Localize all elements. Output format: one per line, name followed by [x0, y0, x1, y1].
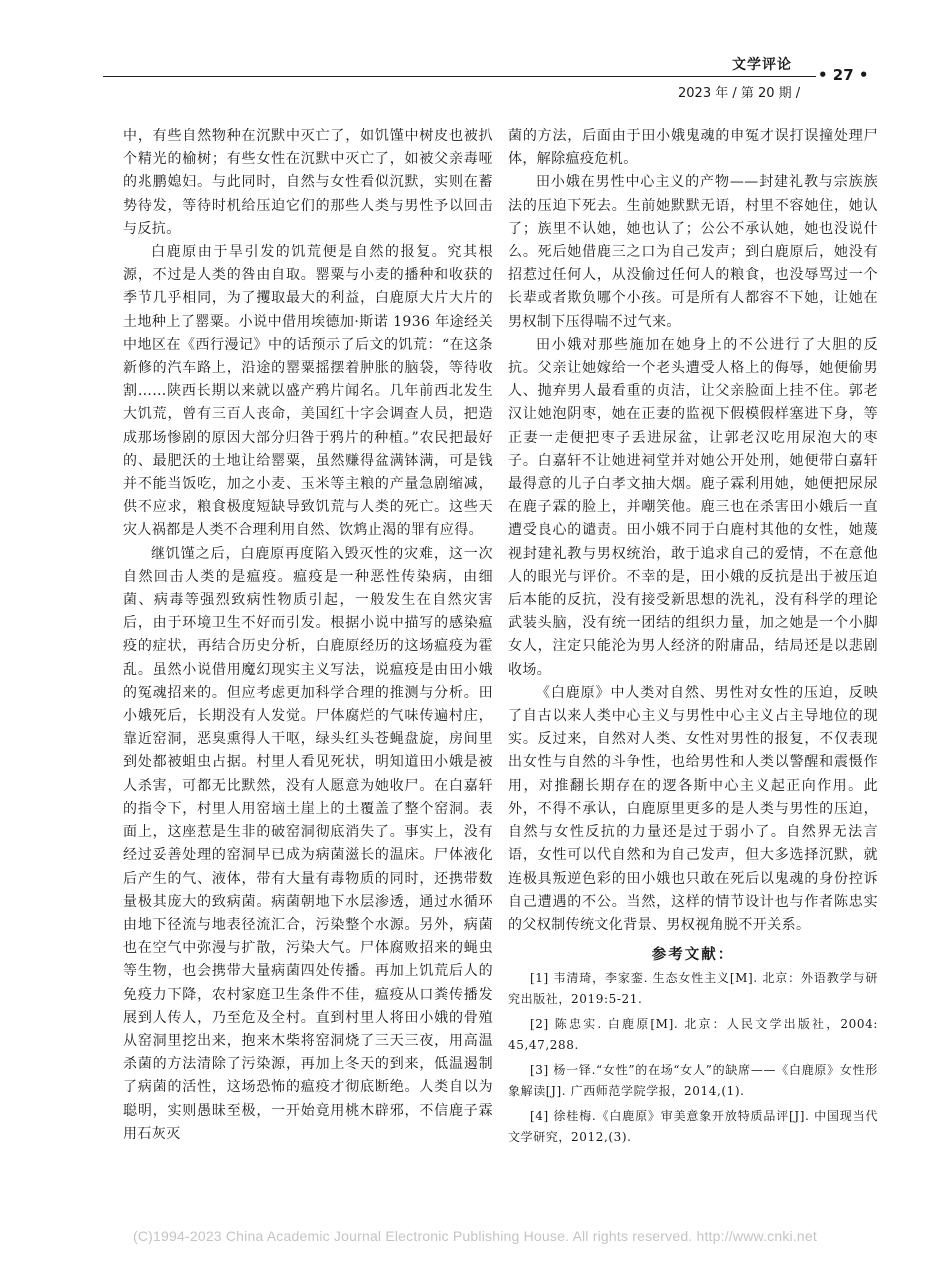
- reference-item: [3] 杨一铎.“女性”的在场“女人”的缺席——《白鹿原》女性形象解读[J]. 广西师范学院学报，2014,(1).: [508, 1063, 878, 1099]
- body-paragraph: 田小娥对那些施加在她身上的不公进行了大胆的反抗。父亲让她嫁给一个老头遭受人格上的侮辱，她便偷男人、抛弃男人最看重的贞洁，让父亲脸面上挂不住。郭老汉让她泡阴枣，她在正妻的监视下假模假样塞进下身，等正妻一走便把枣子丢进尿盆，让郭老汉吃用尿泡大的枣子。白嘉轩不让她进祠堂并对她公开处刑，她便带白嘉轩最得意的儿子白孝文抽大烟。鹿子霖利用她，她便把尿尿在鹿子霖的脸上，并嘲笑他。鹿三也在杀害田小娥后一直遭受良心的谴责。田小娥不同于白鹿村其他的女性，她蔑视封建礼教与男权统治，敢于追求自己的爱情，不在意他人的眼光与评价。不幸的是，田小娥的反抗是出于被压迫后本能的反抗，没有接受新思想的洗礼，没有科学的理论武装头脑，没有统一团结的组织力量，加之她是一个小脚女人，注定只能沦为男人经济的附庸品，结局还是以悲剧收场。: [508, 336, 878, 678]
- issue-info: 2023 年 / 第 20 期 /: [678, 86, 801, 101]
- left-column: [123, 125, 493, 1146]
- references-list: [508, 968, 878, 1148]
- body-paragraph: 中，有些自然物种在沉默中灭亡了，如饥馑中树皮也被扒个精光的榆树；有些女性在沉默中灭亡了，如被父亲毒哑的兆鹏媳妇。与此同时，自然与女性看似沉默，实则在蓄势待发，等待时机给压迫它们的那些人类与男性予以回击与反抗。: [123, 128, 493, 237]
- body-paragraph: 继饥馑之后，白鹿原再度陷入毁灭性的灾难，这一次自然回击人类的是瘟疫。瘟疫是一种恶性传染病，由细菌、病毒等强烈致病性物质引起，一般发生在自然灾害后，由于环境卫生不好而引发。根据小说中描写的感染瘟疫的症状，再结合历史分析，白鹿原经历的这场瘟疫为霍乱。虽然小说借用魔幻现实主义写法，说瘟疫是由田小娥的冤魂招来的。但应考虑更加科学合理的推测与分析。田小娥死后，长期没有人发觉。尸体腐烂的气味传遍村庄，靠近窑洞，恶臭熏得人干呕，绿头红头苍蝇盘旋，房间里到处都被蛆虫占据。村里人看见死状，明知道田小娥是被人杀害，可都无比默然，没有人愿意为她收尸。在白嘉轩的指令下，村里人用窑垴土崖上的土覆盖了整个窑洞。表面上，这座惹是生非的破窑洞彻底消失了。事实上，没有经过妥善处理的窑洞早已成为病菌滋长的温床。尸体液化后产生的气、液体，带有大量有毒物质的同时，还携带数量极其庞大的致病菌。病菌朝地下水层渗透，通过水循环由地下径流与地表径流汇合，污染整个水源。另外，病菌也在空气中弥漫与扩散，污染大气。尸体腐败招来的蝇虫等生物，也会携带大量病菌四处传播。再加上饥荒后人的免疫力下降，农村家庭卫生条件不佳，瘟疫从口粪传播发展到人传人，乃至危及全村。直到村里人将田小娥的骨殖从窑洞里挖出来，抱来木柴将窑洞烧了三天三夜，用高温杀菌的方法清除了污染源，再加上冬天的到来，低温遏制了病菌的活性，这场恐怖的瘟疫才彻底断绝。人类自以为聪明，实则愚昧至极，一开始竟用桃木辟邪，不信鹿子霖用石灰灭: [123, 545, 493, 1142]
- body-paragraph: 菌的方法，后面由于田小娥鬼魂的申冤才误打误撞处理尸体，解除瘟疫危机。: [508, 128, 878, 168]
- page-number: • 27 •: [818, 66, 869, 84]
- references-title: 参考文献：: [651, 947, 735, 964]
- reference-item: [4] 徐桂梅.《白鹿原》审美意象开放特质品评[J]. 中国现当代文学研究，2012,(3).: [508, 1109, 878, 1145]
- header-rule: [103, 76, 816, 77]
- body-paragraph: 《白鹿原》中人类对自然、男性对女性的压迫，反映了自古以来人类中心主义与男性中心主义占主导地位的现实。反过来，自然对人类、女性对男性的报复，不仅表现出女性与自然的斗争性，也给男性和人类以警醒和震慑作用，对推翻长期存在的逻各斯中心主义起正向作用。此外，不得不承认，白鹿原里更多的是人类与男性的压迫，自然与女性反抗的力量还是过于弱小了。自然界无法言语，女性可以代自然和为自己发声，但大多选择沉默，就连极具叛逆色彩的田小娥也只敢在死后以鬼魂的身份控诉自己遭遇的不公。当然，这样的情节设计也与作者陈忠实的父权制传统文化背景、男权视角脱不开关系。: [508, 684, 878, 933]
- body-paragraph: 田小娥在男性中心主义的产物——封建礼教与宗族族法的压迫下死去。生前她默默无语，村里不容她住，她认了；族里不认她，她也认了；公公不承认她，她也没说什么。死后她借鹿三之口为自己发声；到白鹿原后，她没有招惹过任何人，从没偷过任何人的粮食，也没辱骂过一个长辈或者欺负哪个小孩。可是所有人都容不下她，让她在男权制下压得喘不过气来。: [508, 174, 878, 330]
- copyright-watermark: (C)1994-2023 China Academic Journal Electronic Publishing House. All rights reserved. http://www.cnki.net: [133, 1228, 817, 1244]
- journal-name: 文学评论: [732, 57, 792, 73]
- right-column: [508, 125, 878, 1152]
- body-paragraph: 白鹿原由于旱引发的饥荒便是自然的报复。究其根源，不过是人类的咎由自取。罂粟与小麦的播种和收获的季节几乎相同，为了攫取最大的利益，白鹿原大片大片的土地种上了罂粟。小说中借用埃德加·斯诺 1936 年途经关中地区在《西行漫记》中的话预示了后文的饥荒：“在这条新修的汽车路上，沿途的罂粟摇摆着肿胀的脑袋，等待收割……陕西长期以来就以盛产鸦片闻名。几年前西北发生大饥荒，曾有三百人丧命，美国红十字会调查人员，把造成那场惨剧的原因大部分归咎于鸦片的种植。”农民把最好的、最肥沃的土地让给罂粟，虽然赚得盆满钵满，可是钱并不能当饭吃，加之小麦、玉米等主粮的产量急剧缩减，供不应求，粮食极度短缺导致饥荒与人类的死亡。这些天灾人祸都是人类不合理利用自然、饮鸩止渴的罪有应得。: [123, 244, 493, 539]
- reference-item: [2] 陈忠实. 白鹿原[M]. 北京：人民文学出版社，2004: 45,47,288.: [508, 1017, 878, 1053]
- reference-item: [1] 韦清琦，李家銮. 生态女性主义[M]. 北京：外语教学与研究出版社，2019:5-21.: [508, 971, 878, 1007]
